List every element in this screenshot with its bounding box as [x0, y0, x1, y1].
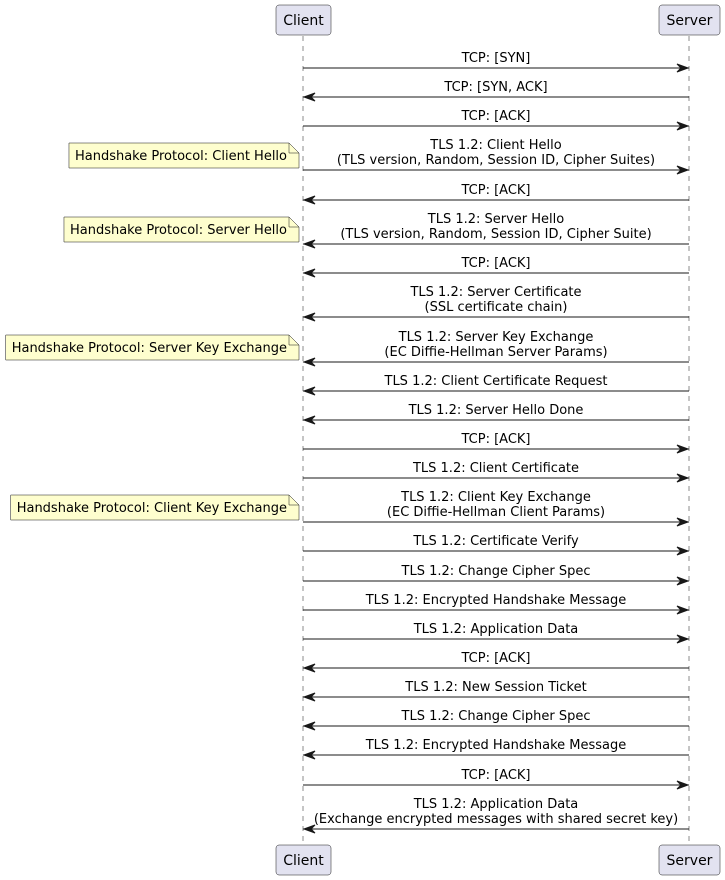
message-label: TLS 1.2: Encrypted Handshake Message [365, 593, 627, 608]
message-22[interactable] [303, 738, 689, 759]
message-label: TCP: [ACK] [461, 768, 531, 783]
message-1[interactable] [303, 51, 689, 72]
message-label: TLS 1.2: Certificate Verify [413, 534, 579, 549]
note-fold-corner [289, 495, 299, 505]
client-participant-top[interactable] [276, 5, 331, 35]
message-label: TLS 1.2: New Session Ticket [405, 680, 587, 695]
message-label: (EC Diffie-Hellman Server Params) [384, 345, 608, 360]
message-12[interactable] [303, 432, 689, 453]
message-9[interactable] [303, 330, 689, 366]
message-15[interactable] [303, 534, 689, 555]
server-participant-label: Server [666, 13, 713, 29]
note-list [6, 143, 299, 520]
note-fold-corner [289, 143, 299, 153]
client-participant-label: Client [283, 13, 324, 29]
client-participant-bottom[interactable] [276, 845, 331, 875]
message-label: TLS 1.2: Server Key Exchange [398, 330, 594, 345]
message-label: TLS 1.2: Client Hello [430, 138, 562, 153]
message-8[interactable] [303, 285, 689, 321]
message-label: (TLS version, Random, Session ID, Cipher Suite) [340, 227, 652, 242]
message-4[interactable] [303, 138, 689, 174]
handshake-note [11, 495, 299, 520]
note-label: Handshake Protocol: Client Key Exchange [16, 501, 287, 516]
message-21[interactable] [303, 709, 689, 730]
message-6[interactable] [303, 212, 689, 248]
message-label: TCP: [ACK] [461, 256, 531, 271]
message-5[interactable] [303, 183, 689, 204]
message-label: TCP: [ACK] [461, 183, 531, 198]
message-19[interactable] [303, 651, 689, 672]
message-23[interactable] [303, 768, 689, 789]
note-fold-corner [289, 217, 299, 227]
server-participant-label: Server [666, 853, 713, 869]
message-label: TLS 1.2: Server Certificate [410, 285, 582, 300]
message-label: TLS 1.2: Client Key Exchange [401, 490, 591, 505]
message-20[interactable] [303, 680, 689, 701]
message-label: TLS 1.2: Application Data [413, 622, 579, 637]
message-label: (Exchange encrypted messages with shared secret key) [313, 812, 679, 827]
message-11[interactable] [303, 403, 689, 424]
note-label: Handshake Protocol: Server Hello [69, 223, 287, 238]
handshake-note [64, 217, 299, 242]
message-13[interactable] [303, 461, 689, 482]
message-label: TCP: [ACK] [461, 651, 531, 666]
message-list [303, 51, 689, 833]
message-3[interactable] [303, 109, 689, 130]
message-18[interactable] [303, 622, 689, 643]
message-label: (SSL certificate chain) [424, 300, 568, 315]
handshake-note [6, 335, 299, 360]
message-label: TCP: [ACK] [461, 432, 531, 447]
message-label: TCP: [SYN] [461, 51, 531, 66]
client-participant-label: Client [283, 853, 324, 869]
message-label: TCP: [ACK] [461, 109, 531, 124]
message-7[interactable] [303, 256, 689, 277]
message-label: TLS 1.2: Client Certificate Request [384, 374, 608, 389]
message-label: TLS 1.2: Server Hello Done [408, 403, 584, 418]
message-16[interactable] [303, 564, 689, 585]
message-label: TLS 1.2: Client Certificate [412, 461, 580, 476]
message-14[interactable] [303, 490, 689, 526]
message-24[interactable] [303, 797, 689, 833]
note-fold-corner [289, 335, 299, 345]
note-label: Handshake Protocol: Server Key Exchange [11, 341, 287, 356]
message-label: TLS 1.2: Change Cipher Spec [401, 709, 591, 724]
server-participant-top[interactable] [659, 5, 720, 35]
message-17[interactable] [303, 593, 689, 614]
handshake-note [69, 143, 299, 168]
message-label: TLS 1.2: Encrypted Handshake Message [365, 738, 627, 753]
message-label: TLS 1.2: Application Data [413, 797, 579, 812]
message-10[interactable] [303, 374, 689, 395]
server-participant-bottom[interactable] [659, 845, 720, 875]
message-2[interactable] [303, 80, 689, 101]
message-label: (TLS version, Random, Session ID, Cipher Suites) [336, 153, 656, 168]
message-label: (EC Diffie-Hellman Client Params) [386, 505, 606, 520]
message-label: TLS 1.2: Server Hello [427, 212, 565, 227]
note-label: Handshake Protocol: Client Hello [74, 149, 287, 164]
message-label: TCP: [SYN, ACK] [444, 80, 548, 95]
message-label: TLS 1.2: Change Cipher Spec [401, 564, 591, 579]
